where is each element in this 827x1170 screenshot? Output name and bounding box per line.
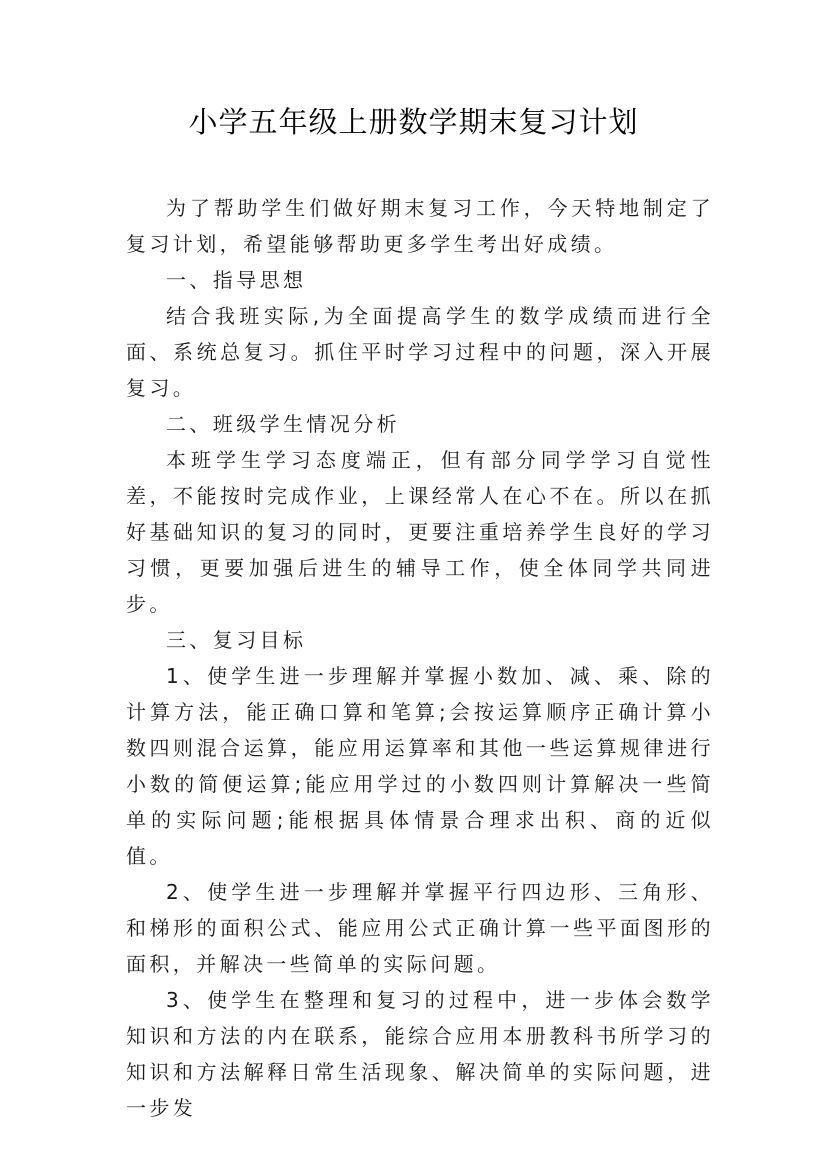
class-analysis-paragraph: 本班学生学习态度端正，但有部分同学学习自觉性差，不能按时完成作业，上课经常人在心不在。所以在抓好基础知识的复习的同时，更要注重培养学生良好的学习习惯，更要加强后进生的辅导工作，使全体同学共同进步。 — [126, 448, 714, 616]
section-heading-review-goals: 三、复习目标 — [166, 628, 307, 652]
guiding-thought-paragraph: 结合我班实际,为全面提高学生的数学成绩而进行全面、系统总复习。抓住平时学习过程中的问题，深入开展复习。 — [126, 304, 714, 400]
section-heading-guiding-thought: 一、指导思想 — [166, 268, 307, 292]
intro-paragraph: 为了帮助学生们做好期末复习工作，今天特地制定了复习计划，希望能够帮助更多学生考出好成绩。 — [126, 196, 714, 256]
section-heading-class-analysis: 二、班级学生情况分析 — [166, 412, 400, 436]
document-body — [126, 190, 714, 1126]
review-goal-2-paragraph: 2、使学生进一步理解并掌握平行四边形、三角形、和梯形的面积公式、能应用公式正确计算一些平面图形的面积，并解决一些简单的实际问题。 — [126, 880, 714, 976]
review-goal-3-paragraph: 3、使学生在整理和复习的过程中，进一步体会数学知识和方法的内在联系，能综合应用本册教科书所学习的知识和方法解释日常生活现象、解决简单的实际问题，进一步发 — [126, 988, 714, 1120]
document-title: 小学五年级上册数学期末复习计划 — [188, 105, 639, 139]
review-goal-1-paragraph: 1、使学生进一步理解并掌握小数加、减、乘、除的计算方法，能正确口算和笔算;会按运算顺序正确计算小数四则混合运算，能应用运算率和其他一些运算规律进行小数的简便运算;能应用学过的小数四则计算解决一些简单的实际问题;能根据具体情景合理求出积、商的近似值。 — [126, 664, 714, 868]
